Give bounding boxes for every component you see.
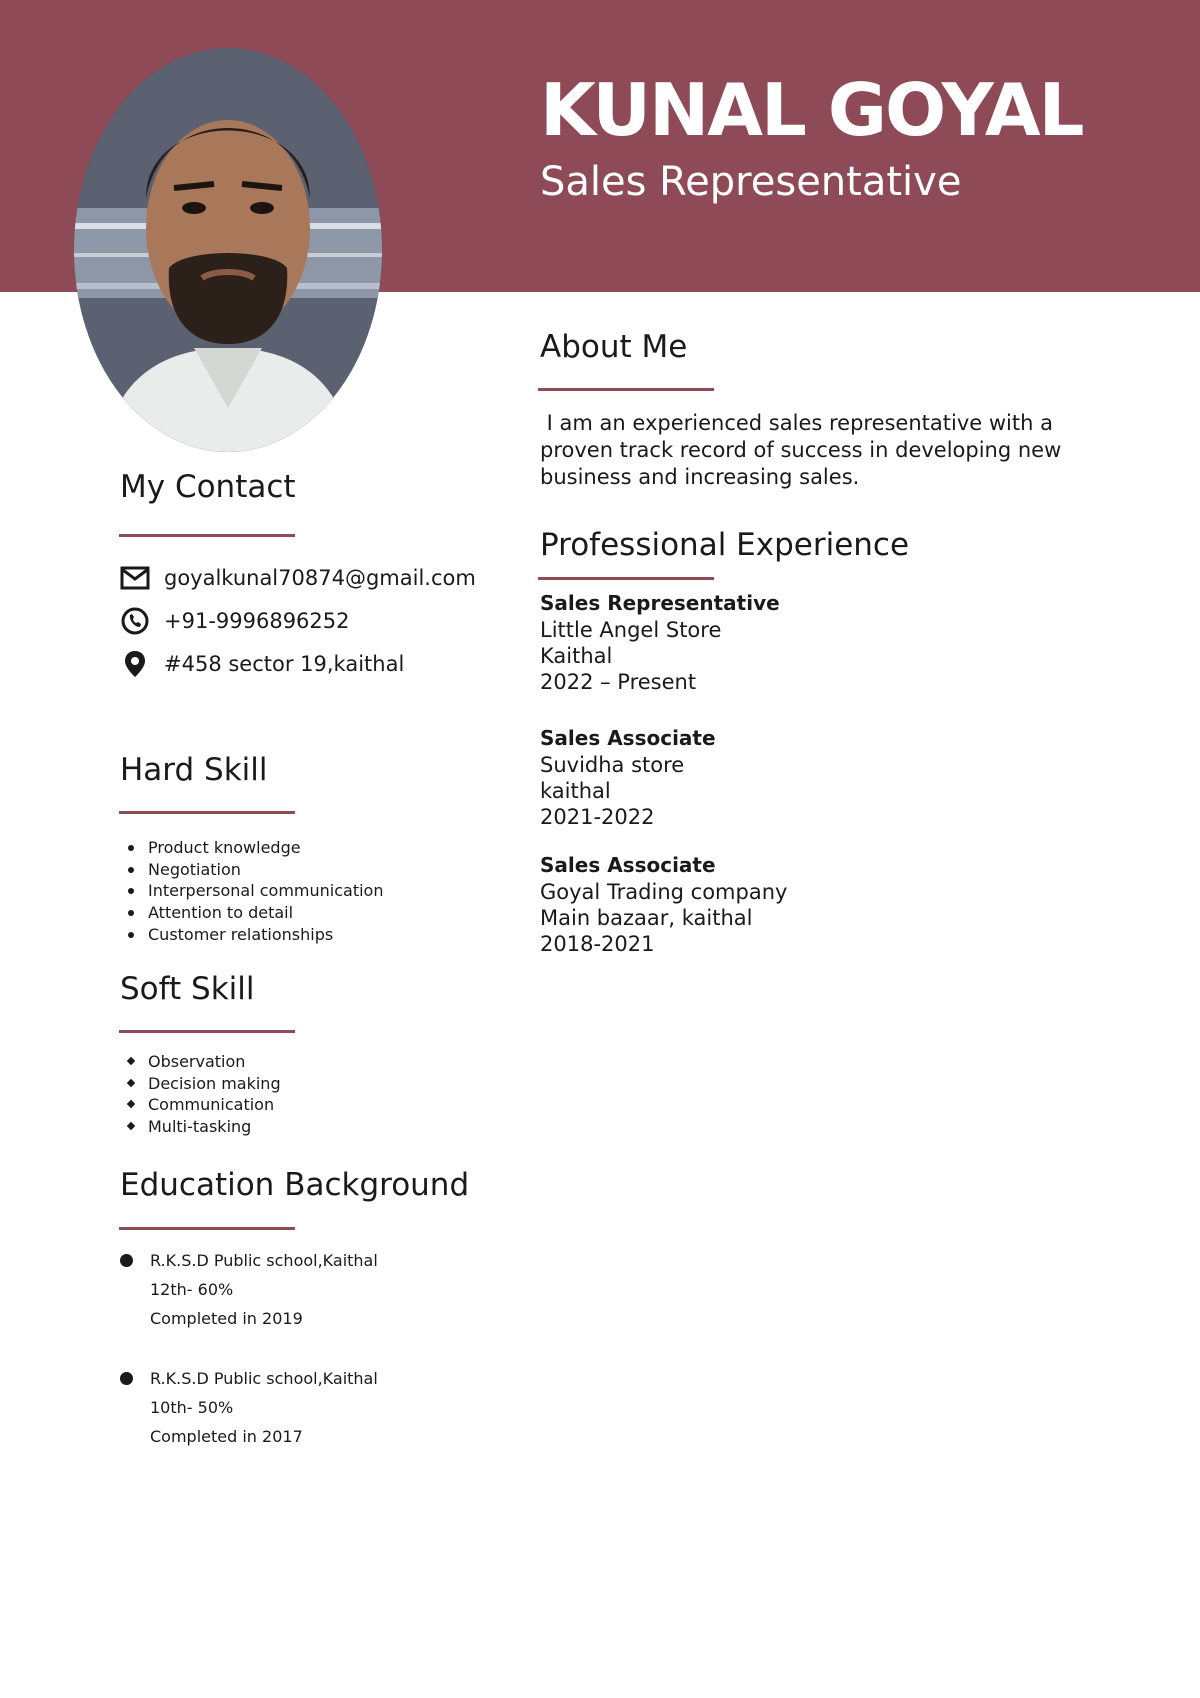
about-text xyxy=(540,410,1160,491)
experience-item xyxy=(540,725,1140,830)
education-title: Education Background xyxy=(120,1167,470,1203)
list-item: Multi-tasking xyxy=(128,1116,281,1138)
soft-skill-title: Soft Skill xyxy=(120,971,255,1007)
bullet-icon xyxy=(120,1372,133,1385)
job-period: 2022 – Present xyxy=(540,670,697,694)
list-item: Negotiation xyxy=(128,859,383,881)
education-completed: Completed in 2019 xyxy=(150,1309,303,1328)
contact-rule xyxy=(119,534,295,537)
job-period: 2018-2021 xyxy=(540,932,655,956)
company-name: Little Angel Store xyxy=(540,618,722,642)
experience-title: Professional Experience xyxy=(540,527,910,563)
about-rule xyxy=(538,388,714,391)
phone-icon xyxy=(120,606,150,636)
contact-title: My Contact xyxy=(120,469,296,505)
contact-address: #458 sector 19,kaithal xyxy=(164,652,405,676)
education-rule xyxy=(119,1227,295,1230)
list-item: Decision making xyxy=(128,1073,281,1095)
education-grade: 12th- 60% xyxy=(150,1280,234,1299)
contact-email-row xyxy=(120,562,476,594)
job-location: Main bazaar, kaithal xyxy=(540,906,753,930)
education-grade: 10th- 50% xyxy=(150,1398,234,1417)
contact-phone-row xyxy=(120,605,350,637)
list-item: Communication xyxy=(128,1094,281,1116)
experience-item xyxy=(540,590,1140,695)
location-pin-icon xyxy=(120,649,150,679)
list-item: Attention to detail xyxy=(128,902,383,924)
soft-skill-rule xyxy=(119,1030,295,1033)
about-line: proven track record of success in developing new xyxy=(540,438,1062,462)
list-item: Customer relationships xyxy=(128,924,383,946)
job-location: kaithal xyxy=(540,779,611,803)
experience-item xyxy=(540,852,1140,957)
contact-address-row xyxy=(120,648,404,680)
candidate-name: KUNAL GOYAL xyxy=(540,68,1083,152)
mail-icon xyxy=(120,563,150,593)
list-item: Observation xyxy=(128,1051,281,1073)
job-location: Kaithal xyxy=(540,644,613,668)
hard-skill-rule xyxy=(119,811,295,814)
contact-phone[interactable]: +91-9996896252 xyxy=(164,609,350,633)
company-name: Suvidha store xyxy=(540,753,685,777)
job-title: Sales Representative xyxy=(540,591,780,615)
experience-rule xyxy=(538,577,714,580)
contact-email[interactable]: goyalkunal70874@gmail.com xyxy=(164,566,476,590)
soft-skill-list xyxy=(128,1051,281,1138)
hard-skill-list xyxy=(128,837,383,946)
bullet-icon xyxy=(120,1254,133,1267)
about-line: I am an experienced sales representative with a xyxy=(540,411,1053,435)
job-title: Sales Associate xyxy=(540,853,716,877)
education-school: R.K.S.D Public school,Kaithal xyxy=(150,1251,378,1270)
profile-photo xyxy=(74,48,382,452)
list-item: Interpersonal communication xyxy=(128,880,383,902)
company-name: Goyal Trading company xyxy=(540,880,788,904)
list-item: Product knowledge xyxy=(128,837,383,859)
education-completed: Completed in 2017 xyxy=(150,1427,303,1446)
hard-skill-title: Hard Skill xyxy=(120,752,268,788)
about-title: About Me xyxy=(540,329,688,365)
about-line: business and increasing sales. xyxy=(540,465,860,489)
education-school: R.K.S.D Public school,Kaithal xyxy=(150,1369,378,1388)
candidate-role: Sales Representative xyxy=(540,159,962,205)
job-period: 2021-2022 xyxy=(540,805,655,829)
job-title: Sales Associate xyxy=(540,726,716,750)
